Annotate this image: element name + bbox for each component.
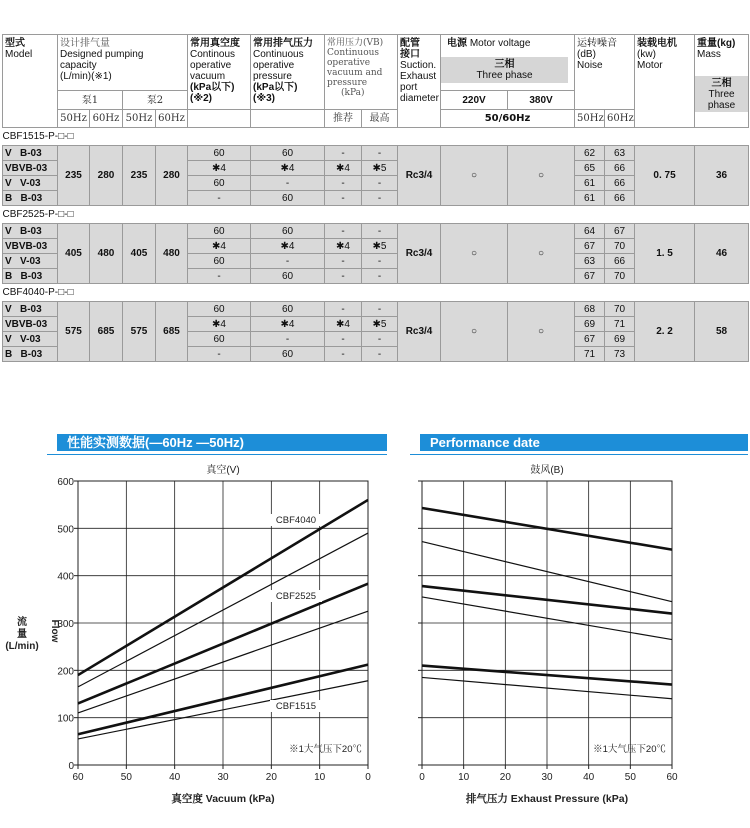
capacity-cell: 685 <box>156 302 188 362</box>
mass-cell: 36 <box>695 146 749 206</box>
group-row <box>3 284 749 302</box>
header-p1-50hz: 50Hz <box>58 110 90 128</box>
curve-label: CBF4040 <box>275 515 317 526</box>
noise-50hz-cell: 61 <box>575 176 605 191</box>
capacity-cell: 480 <box>156 224 188 284</box>
model-cell: V B-03 <box>3 224 58 239</box>
vb-maximum-cell: - <box>362 176 398 191</box>
voltage-220-cell: ○ <box>441 146 508 206</box>
vb-recommended-cell: - <box>325 176 362 191</box>
header-p2-60hz: 60Hz <box>156 110 188 128</box>
vb-maximum-cell: - <box>362 347 398 362</box>
vb-maximum-cell: - <box>362 224 398 239</box>
header-voltage: 电源 Motor voltage 三相 Three phase <box>441 35 575 91</box>
mass-cell: 58 <box>695 302 749 362</box>
vb-recommended-cell: - <box>325 347 362 362</box>
vb-maximum-cell: - <box>362 332 398 347</box>
pressure-cell: 60 <box>251 302 325 317</box>
x-tick-label: 30 <box>217 772 229 783</box>
x-tick-label: 20 <box>499 772 511 783</box>
header-noise: 运转噪音 (dB) Noise <box>575 35 635 110</box>
voltage-380-cell: ○ <box>508 224 575 284</box>
noise-50hz-cell: 64 <box>575 224 605 239</box>
table-header <box>3 35 749 128</box>
model-cell: V V-03 <box>3 176 58 191</box>
noise-60hz-cell: 66 <box>605 176 635 191</box>
group-title: CBF4040-P-□-□ <box>3 284 749 302</box>
vb-recommended-cell: ✱4 <box>325 239 362 254</box>
header-vacuum: 常用真空度 Continous operative vacuum (kPa以下) (※2) <box>188 35 251 110</box>
footnote: ※1大气压下20℃ <box>593 744 666 755</box>
model-cell: B B-03 <box>3 191 58 206</box>
vb-recommended-cell: - <box>325 332 362 347</box>
x-axis-label: 真空度 Vacuum (kPa) <box>171 793 275 805</box>
vb-maximum-cell: - <box>362 254 398 269</box>
noise-50hz-cell: 68 <box>575 302 605 317</box>
pressure-cell: - <box>251 254 325 269</box>
noise-60hz-cell: 66 <box>605 161 635 176</box>
x-tick-label: 40 <box>583 772 595 783</box>
noise-60hz-cell: 70 <box>605 302 635 317</box>
model-cell: B B-03 <box>3 269 58 284</box>
header-pump1: 泵1 <box>58 91 123 110</box>
group-row <box>3 206 749 224</box>
vacuum-cell: - <box>188 269 251 284</box>
model-cell: B B-03 <box>3 347 58 362</box>
pressure-chart <box>385 455 750 828</box>
vacuum-cell: - <box>188 347 251 362</box>
vb-recommended-cell: - <box>325 191 362 206</box>
noise-50hz-cell: 67 <box>575 269 605 284</box>
vb-recommended-cell: - <box>325 146 362 161</box>
vb-recommended-cell: - <box>325 302 362 317</box>
model-cell: VBVB-03 <box>3 161 58 176</box>
noise-60hz-cell: 66 <box>605 191 635 206</box>
mass-cell: 46 <box>695 224 749 284</box>
noise-50hz-cell: 67 <box>575 239 605 254</box>
model-cell: V V-03 <box>3 332 58 347</box>
table-row <box>3 146 749 161</box>
noise-60hz-cell: 70 <box>605 269 635 284</box>
vacuum-cell: - <box>188 191 251 206</box>
capacity-cell: 480 <box>90 224 123 284</box>
x-tick-label: 20 <box>265 772 277 783</box>
capacity-cell: 235 <box>58 146 90 206</box>
capacity-cell: 575 <box>123 302 156 362</box>
capacity-cell: 405 <box>58 224 90 284</box>
y-tick-label: 400 <box>57 571 74 583</box>
y-axis-label-en: Flow <box>49 619 60 643</box>
header-p1-60hz: 60Hz <box>90 110 123 128</box>
footnote: ※1大气压下20℃ <box>289 744 362 755</box>
header-p2-50hz: 50Hz <box>123 110 156 128</box>
model-cell: V B-03 <box>3 302 58 317</box>
noise-60hz-cell: 66 <box>605 254 635 269</box>
table-row <box>3 224 749 239</box>
vacuum-chart <box>0 455 385 828</box>
header-port: 配管 接口 Suction. Exhaust port diameter <box>398 35 441 128</box>
group-row <box>3 128 749 146</box>
x-tick-label: 50 <box>624 772 636 783</box>
capacity-cell: 280 <box>90 146 123 206</box>
noise-60hz-cell: 70 <box>605 239 635 254</box>
header-frequency: 50/60Hz <box>441 110 575 128</box>
pressure-cell: 60 <box>251 269 325 284</box>
x-tick-label: 10 <box>458 772 470 783</box>
vb-recommended-cell: - <box>325 269 362 284</box>
y-tick-label: 300 <box>57 619 74 630</box>
x-tick-label: 10 <box>314 772 326 783</box>
noise-50hz-cell: 71 <box>575 347 605 362</box>
chart-subtitle: 鼓风(B) <box>530 465 564 476</box>
vb-maximum-cell: - <box>362 191 398 206</box>
noise-60hz-cell: 73 <box>605 347 635 362</box>
table-row <box>3 302 749 317</box>
vacuum-cell: ✱4 <box>188 317 251 332</box>
pressure-cell: 60 <box>251 146 325 161</box>
model-cell: VBVB-03 <box>3 239 58 254</box>
motor-cell: 0. 75 <box>635 146 695 206</box>
chart-title-left: 性能实测数据(—60Hz —50Hz) <box>57 434 387 451</box>
noise-60hz-cell: 63 <box>605 146 635 161</box>
x-tick-label: 40 <box>169 772 181 783</box>
motor-cell: 2. 2 <box>635 302 695 362</box>
vacuum-cell: 60 <box>188 254 251 269</box>
x-axis-label: 排气压力 Exhaust Pressure (kPa) <box>465 793 629 805</box>
header-380v: 380V <box>508 91 575 110</box>
x-tick-label: 60 <box>72 772 84 783</box>
model-cell: V V-03 <box>3 254 58 269</box>
capacity-cell: 235 <box>123 146 156 206</box>
header-220v: 220V <box>441 91 508 110</box>
pressure-cell: ✱4 <box>251 317 325 332</box>
noise-50hz-cell: 67 <box>575 332 605 347</box>
capacity-cell: 405 <box>123 224 156 284</box>
chart-subtitle: 真空(V) <box>206 465 240 476</box>
chart-title-right: Performance date <box>420 434 748 451</box>
x-tick-label: 30 <box>541 772 553 783</box>
vb-maximum-cell: - <box>362 302 398 317</box>
spec-table <box>2 34 749 362</box>
noise-50hz-cell: 69 <box>575 317 605 332</box>
pressure-cell: 60 <box>251 191 325 206</box>
noise-50hz-cell: 62 <box>575 146 605 161</box>
y-tick-label: 0 <box>68 761 74 772</box>
voltage-380-cell: ○ <box>508 302 575 362</box>
noise-50hz-cell: 63 <box>575 254 605 269</box>
y-tick-label: 100 <box>57 713 74 725</box>
y-axis-label: 流量(L/min) <box>5 617 39 652</box>
header-mass: 重量(kg) Mass 三相 Three phase <box>695 35 749 128</box>
vb-maximum-cell: - <box>362 269 398 284</box>
x-tick-label: 60 <box>666 772 678 783</box>
vb-maximum-cell: ✱5 <box>362 161 398 176</box>
vb-recommended-cell: ✱4 <box>325 317 362 332</box>
voltage-220-cell: ○ <box>441 302 508 362</box>
model-cell: V B-03 <box>3 146 58 161</box>
capacity-cell: 280 <box>156 146 188 206</box>
vacuum-cell: ✱4 <box>188 239 251 254</box>
x-tick-label: 50 <box>120 772 132 783</box>
header-vb: 常用压力(VB) Continuous operative vacuum and pressure (kPa) <box>325 35 398 110</box>
header-maximum: 最高 <box>362 110 398 128</box>
header-pump2: 泵2 <box>123 91 188 110</box>
vacuum-cell: 60 <box>188 146 251 161</box>
port-cell: Rc3/4 <box>398 302 441 362</box>
header-noise-50hz: 50Hz <box>575 110 605 128</box>
vacuum-cell: 60 <box>188 176 251 191</box>
port-cell: Rc3/4 <box>398 224 441 284</box>
vb-recommended-cell: - <box>325 254 362 269</box>
vb-maximum-cell: ✱5 <box>362 239 398 254</box>
header-capacity: 设计排气量 Designed pumping capacity (L/min)(※1) <box>58 35 188 91</box>
vacuum-cell: ✱4 <box>188 161 251 176</box>
noise-60hz-cell: 67 <box>605 224 635 239</box>
pressure-cell: 60 <box>251 347 325 362</box>
y-tick-label: 200 <box>57 666 74 678</box>
noise-50hz-cell: 65 <box>575 161 605 176</box>
y-tick-label: 600 <box>57 477 74 488</box>
header-recommended: 推荐 <box>325 110 362 128</box>
motor-cell: 1. 5 <box>635 224 695 284</box>
header-motor: 装载电机 (kw) Motor <box>635 35 695 128</box>
vacuum-cell: 60 <box>188 332 251 347</box>
group-title: CBF1515-P-□-□ <box>3 128 749 146</box>
curve-label: CBF1515 <box>275 701 317 712</box>
voltage-220-cell: ○ <box>441 224 508 284</box>
x-tick-label: 0 <box>419 772 425 783</box>
noise-60hz-cell: 69 <box>605 332 635 347</box>
pressure-cell: - <box>251 176 325 191</box>
curve-label: CBF2525 <box>275 591 317 602</box>
vb-maximum-cell: ✱5 <box>362 317 398 332</box>
pressure-cell: - <box>251 332 325 347</box>
noise-50hz-cell: 61 <box>575 191 605 206</box>
vb-maximum-cell: - <box>362 146 398 161</box>
vb-recommended-cell: ✱4 <box>325 161 362 176</box>
noise-60hz-cell: 71 <box>605 317 635 332</box>
model-cell: VBVB-03 <box>3 317 58 332</box>
y-tick-label: 500 <box>57 524 74 536</box>
vacuum-cell: 60 <box>188 224 251 239</box>
header-pressure: 常用排气压力 Continuous operative pressure (kPa以下) (※3) <box>251 35 325 110</box>
group-title: CBF2525-P-□-□ <box>3 206 749 224</box>
port-cell: Rc3/4 <box>398 146 441 206</box>
x-tick-label: 0 <box>365 772 371 783</box>
vacuum-cell: 60 <box>188 302 251 317</box>
capacity-cell: 575 <box>58 302 90 362</box>
pressure-cell: ✱4 <box>251 239 325 254</box>
voltage-380-cell: ○ <box>508 146 575 206</box>
vb-recommended-cell: - <box>325 224 362 239</box>
pressure-cell: ✱4 <box>251 161 325 176</box>
table-body <box>3 128 749 362</box>
header-model: 型式 Model <box>3 35 58 128</box>
pressure-cell: 60 <box>251 224 325 239</box>
header-noise-60hz: 60Hz <box>605 110 635 128</box>
capacity-cell: 685 <box>90 302 123 362</box>
